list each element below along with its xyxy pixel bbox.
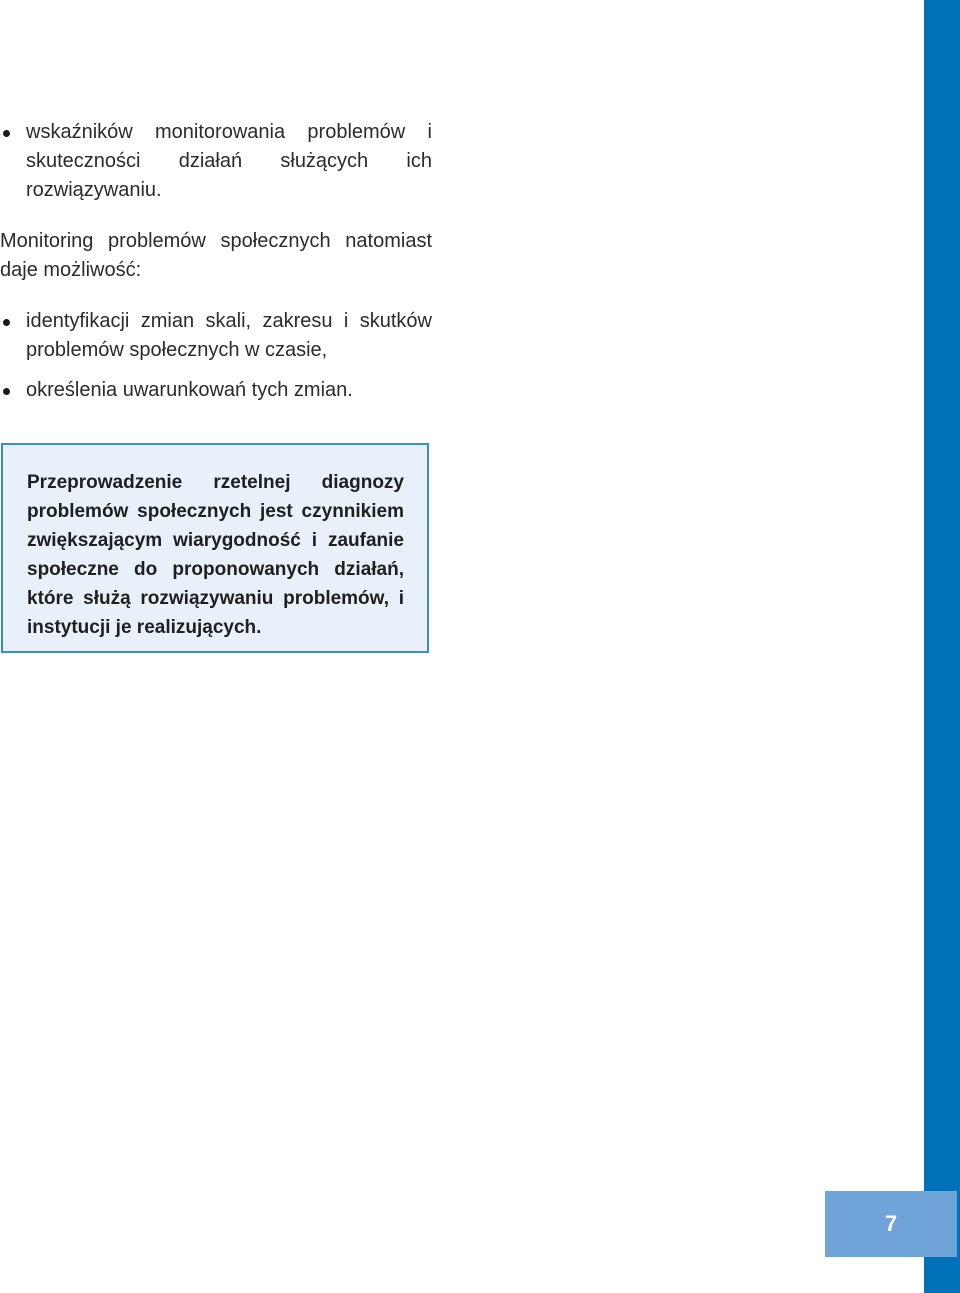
bullet-icon bbox=[3, 319, 10, 326]
bullet-icon bbox=[3, 388, 10, 395]
bullet-icon bbox=[3, 130, 10, 137]
highlight-box bbox=[1, 443, 429, 653]
body-paragraph: Monitoring problemów społecznych natomiast daje możliwość: bbox=[0, 230, 432, 281]
bullet-list-possibilities bbox=[0, 307, 432, 405]
list-item bbox=[0, 307, 432, 365]
side-bar bbox=[924, 0, 960, 1293]
list-item bbox=[0, 376, 432, 405]
list-item-text: wskaźników monitorowania problemów i skuteczności działań służących ich rozwiązywaniu. bbox=[26, 121, 432, 201]
main-text-column bbox=[0, 118, 432, 405]
highlight-text: Przeprowadzenie rzetelnej diagnozy problemów społecznych jest czynnikiem zwiększającym wiarygodność i zaufanie społeczne do proponowanych działań, które służą rozwiązywaniu problemów, i instytucji je realizujących. bbox=[27, 472, 404, 638]
list-item-text: określenia uwarunkowań tych zmian. bbox=[26, 379, 353, 401]
bullet-list-top bbox=[0, 118, 432, 205]
list-item-text: identyfikacji zmian skali, zakresu i skutków problemów społecznych w czasie, bbox=[26, 310, 432, 361]
page-number-tab bbox=[825, 1191, 957, 1257]
page-number: 7 bbox=[884, 1211, 898, 1236]
list-item bbox=[0, 118, 432, 205]
